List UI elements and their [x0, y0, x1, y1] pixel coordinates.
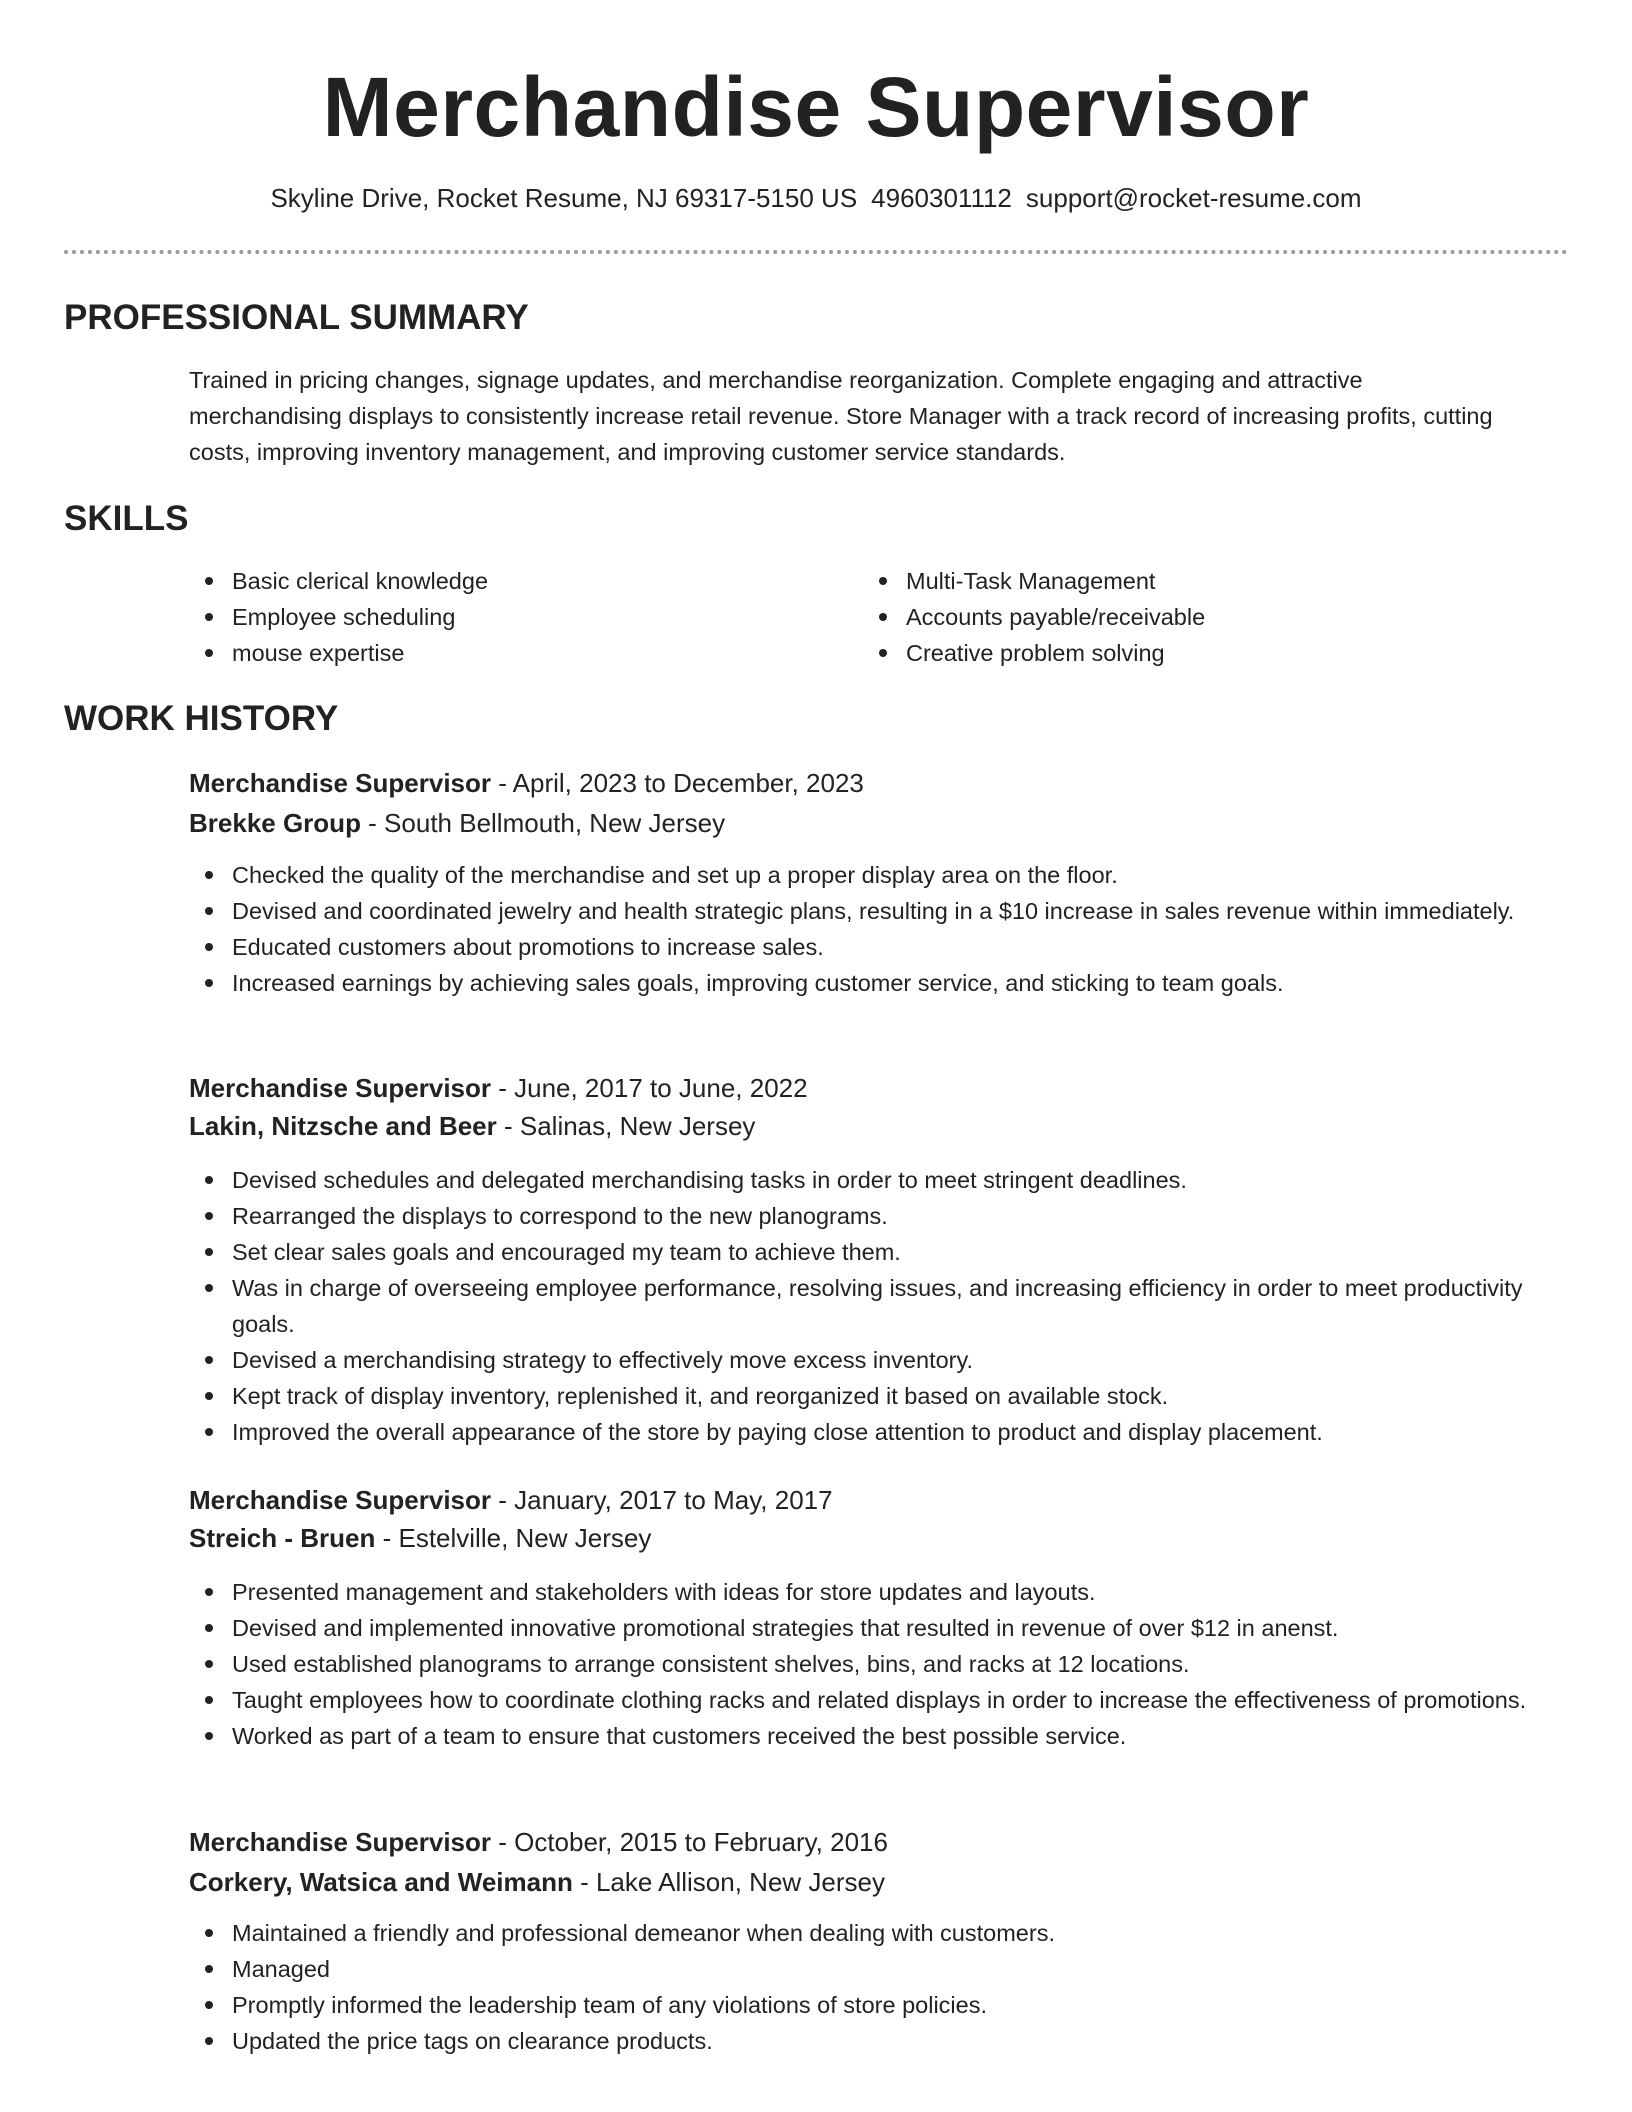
job-bullets	[189, 1574, 1562, 1754]
job-company: Streich - Bruen	[189, 1523, 376, 1553]
job-location: - Estelville, New Jersey	[375, 1523, 652, 1553]
job-bullet: Used established planograms to arrange consistent shelves, bins, and racks at 12 locations.	[232, 1646, 1562, 1682]
job-title-line	[189, 1822, 888, 1862]
contact-email[interactable]: support@rocket-resume.com	[1025, 183, 1362, 213]
job-bullet: Devised a merchandising strategy to effectively move excess inventory.	[232, 1342, 1562, 1378]
job-title-line	[189, 1068, 808, 1108]
job-bullet: Updated the price tags on clearance products.	[232, 2023, 1562, 2059]
job-bullets	[189, 857, 1562, 1001]
summary-text: Trained in pricing changes, signage updates, and merchandise reorganization. Complete engaging and attractive merchandising displays to consistently increase retail revenue. Store Manager with a track record of increasing profits, cutting costs, improving inventory management, and improving customer service standards.	[189, 367, 1493, 465]
skill-item: Accounts payable/receivable	[906, 599, 1506, 635]
job-company: Lakin, Nitzsche and Beer	[189, 1111, 497, 1141]
job-company-line	[189, 1106, 755, 1146]
job-role: Merchandise Supervisor	[189, 1485, 491, 1515]
skill-item: Multi-Task Management	[906, 563, 1506, 599]
job-role: Merchandise Supervisor	[189, 1827, 491, 1857]
job-bullet: Managed	[232, 1951, 1562, 1987]
job-bullet: Kept track of display inventory, replenished it, and reorganized it based on available stock.	[232, 1378, 1562, 1414]
skills-list-left	[189, 563, 832, 671]
header-divider	[64, 250, 1568, 254]
job-bullet: Devised and implemented innovative promotional strategies that resulted in revenue of over $12 in anenst.	[232, 1610, 1562, 1646]
job-company: Brekke Group	[189, 808, 361, 838]
contact-phone: 4960301112	[871, 183, 1012, 213]
job-bullet: Promptly informed the leadership team of any violations of store policies.	[232, 1987, 1562, 2023]
job-bullet: Taught employees how to coordinate clothing racks and related displays in order to increase the effectiveness of promotions.	[232, 1682, 1562, 1718]
section-title-work: WORK HISTORY	[64, 699, 339, 738]
job-dates: - January, 2017 to May, 2017	[491, 1485, 833, 1515]
job-bullet: Maintained a friendly and professional demeanor when dealing with customers.	[232, 1915, 1562, 1951]
job-dates: - October, 2015 to February, 2016	[491, 1827, 888, 1857]
job-location: - Lake Allison, New Jersey	[572, 1867, 885, 1897]
job-title-line	[189, 763, 864, 803]
candidate-name: Merchandise Supervisor	[322, 60, 1310, 154]
job-bullets	[189, 1915, 1562, 2059]
contact-line	[0, 180, 1632, 216]
section-title-summary: PROFESSIONAL SUMMARY	[64, 298, 529, 337]
skill-item: mouse expertise	[232, 635, 832, 671]
job-title-line	[189, 1480, 833, 1520]
job-company-line	[189, 1862, 885, 1902]
skill-item: Employee scheduling	[232, 599, 832, 635]
job-bullet: Devised schedules and delegated merchandising tasks in order to meet stringent deadlines.	[232, 1162, 1562, 1198]
job-company-line	[189, 803, 725, 843]
job-location: - Salinas, New Jersey	[496, 1111, 756, 1141]
job-bullet: Rearranged the displays to correspond to the new planograms.	[232, 1198, 1562, 1234]
skill-item: Basic clerical knowledge	[232, 563, 832, 599]
job-location: - South Bellmouth, New Jersey	[360, 808, 726, 838]
job-bullet: Checked the quality of the merchandise and set up a proper display area on the floor.	[232, 857, 1562, 893]
job-bullet: Was in charge of overseeing employee performance, resolving issues, and increasing efficiency in order to meet productivity goals.	[232, 1270, 1562, 1342]
job-bullet: Worked as part of a team to ensure that customers received the best possible service.	[232, 1718, 1562, 1754]
skills-list-right	[863, 563, 1506, 671]
contact-address: Skyline Drive, Rocket Resume, NJ 69317-5150 US	[270, 183, 858, 213]
job-bullet: Devised and coordinated jewelry and health strategic plans, resulting in a $10 increase in sales revenue within immediately.	[232, 893, 1562, 929]
job-role: Merchandise Supervisor	[189, 1073, 491, 1103]
job-bullet: Set clear sales goals and encouraged my team to achieve them.	[232, 1234, 1562, 1270]
job-bullet: Presented management and stakeholders with ideas for store updates and layouts.	[232, 1574, 1562, 1610]
job-dates: - June, 2017 to June, 2022	[491, 1073, 808, 1103]
job-company-line	[189, 1518, 651, 1558]
job-bullet: Increased earnings by achieving sales goals, improving customer service, and sticking to team goals.	[232, 965, 1562, 1001]
section-title-skills: SKILLS	[64, 499, 189, 538]
job-bullets	[189, 1162, 1562, 1450]
job-dates: - April, 2023 to December, 2023	[491, 768, 864, 798]
job-bullet: Educated customers about promotions to increase sales.	[232, 929, 1562, 965]
job-role: Merchandise Supervisor	[189, 768, 491, 798]
skill-item: Creative problem solving	[906, 635, 1506, 671]
job-bullet: Improved the overall appearance of the store by paying close attention to product and display placement.	[232, 1414, 1562, 1450]
job-company: Corkery, Watsica and Weimann	[189, 1867, 573, 1897]
